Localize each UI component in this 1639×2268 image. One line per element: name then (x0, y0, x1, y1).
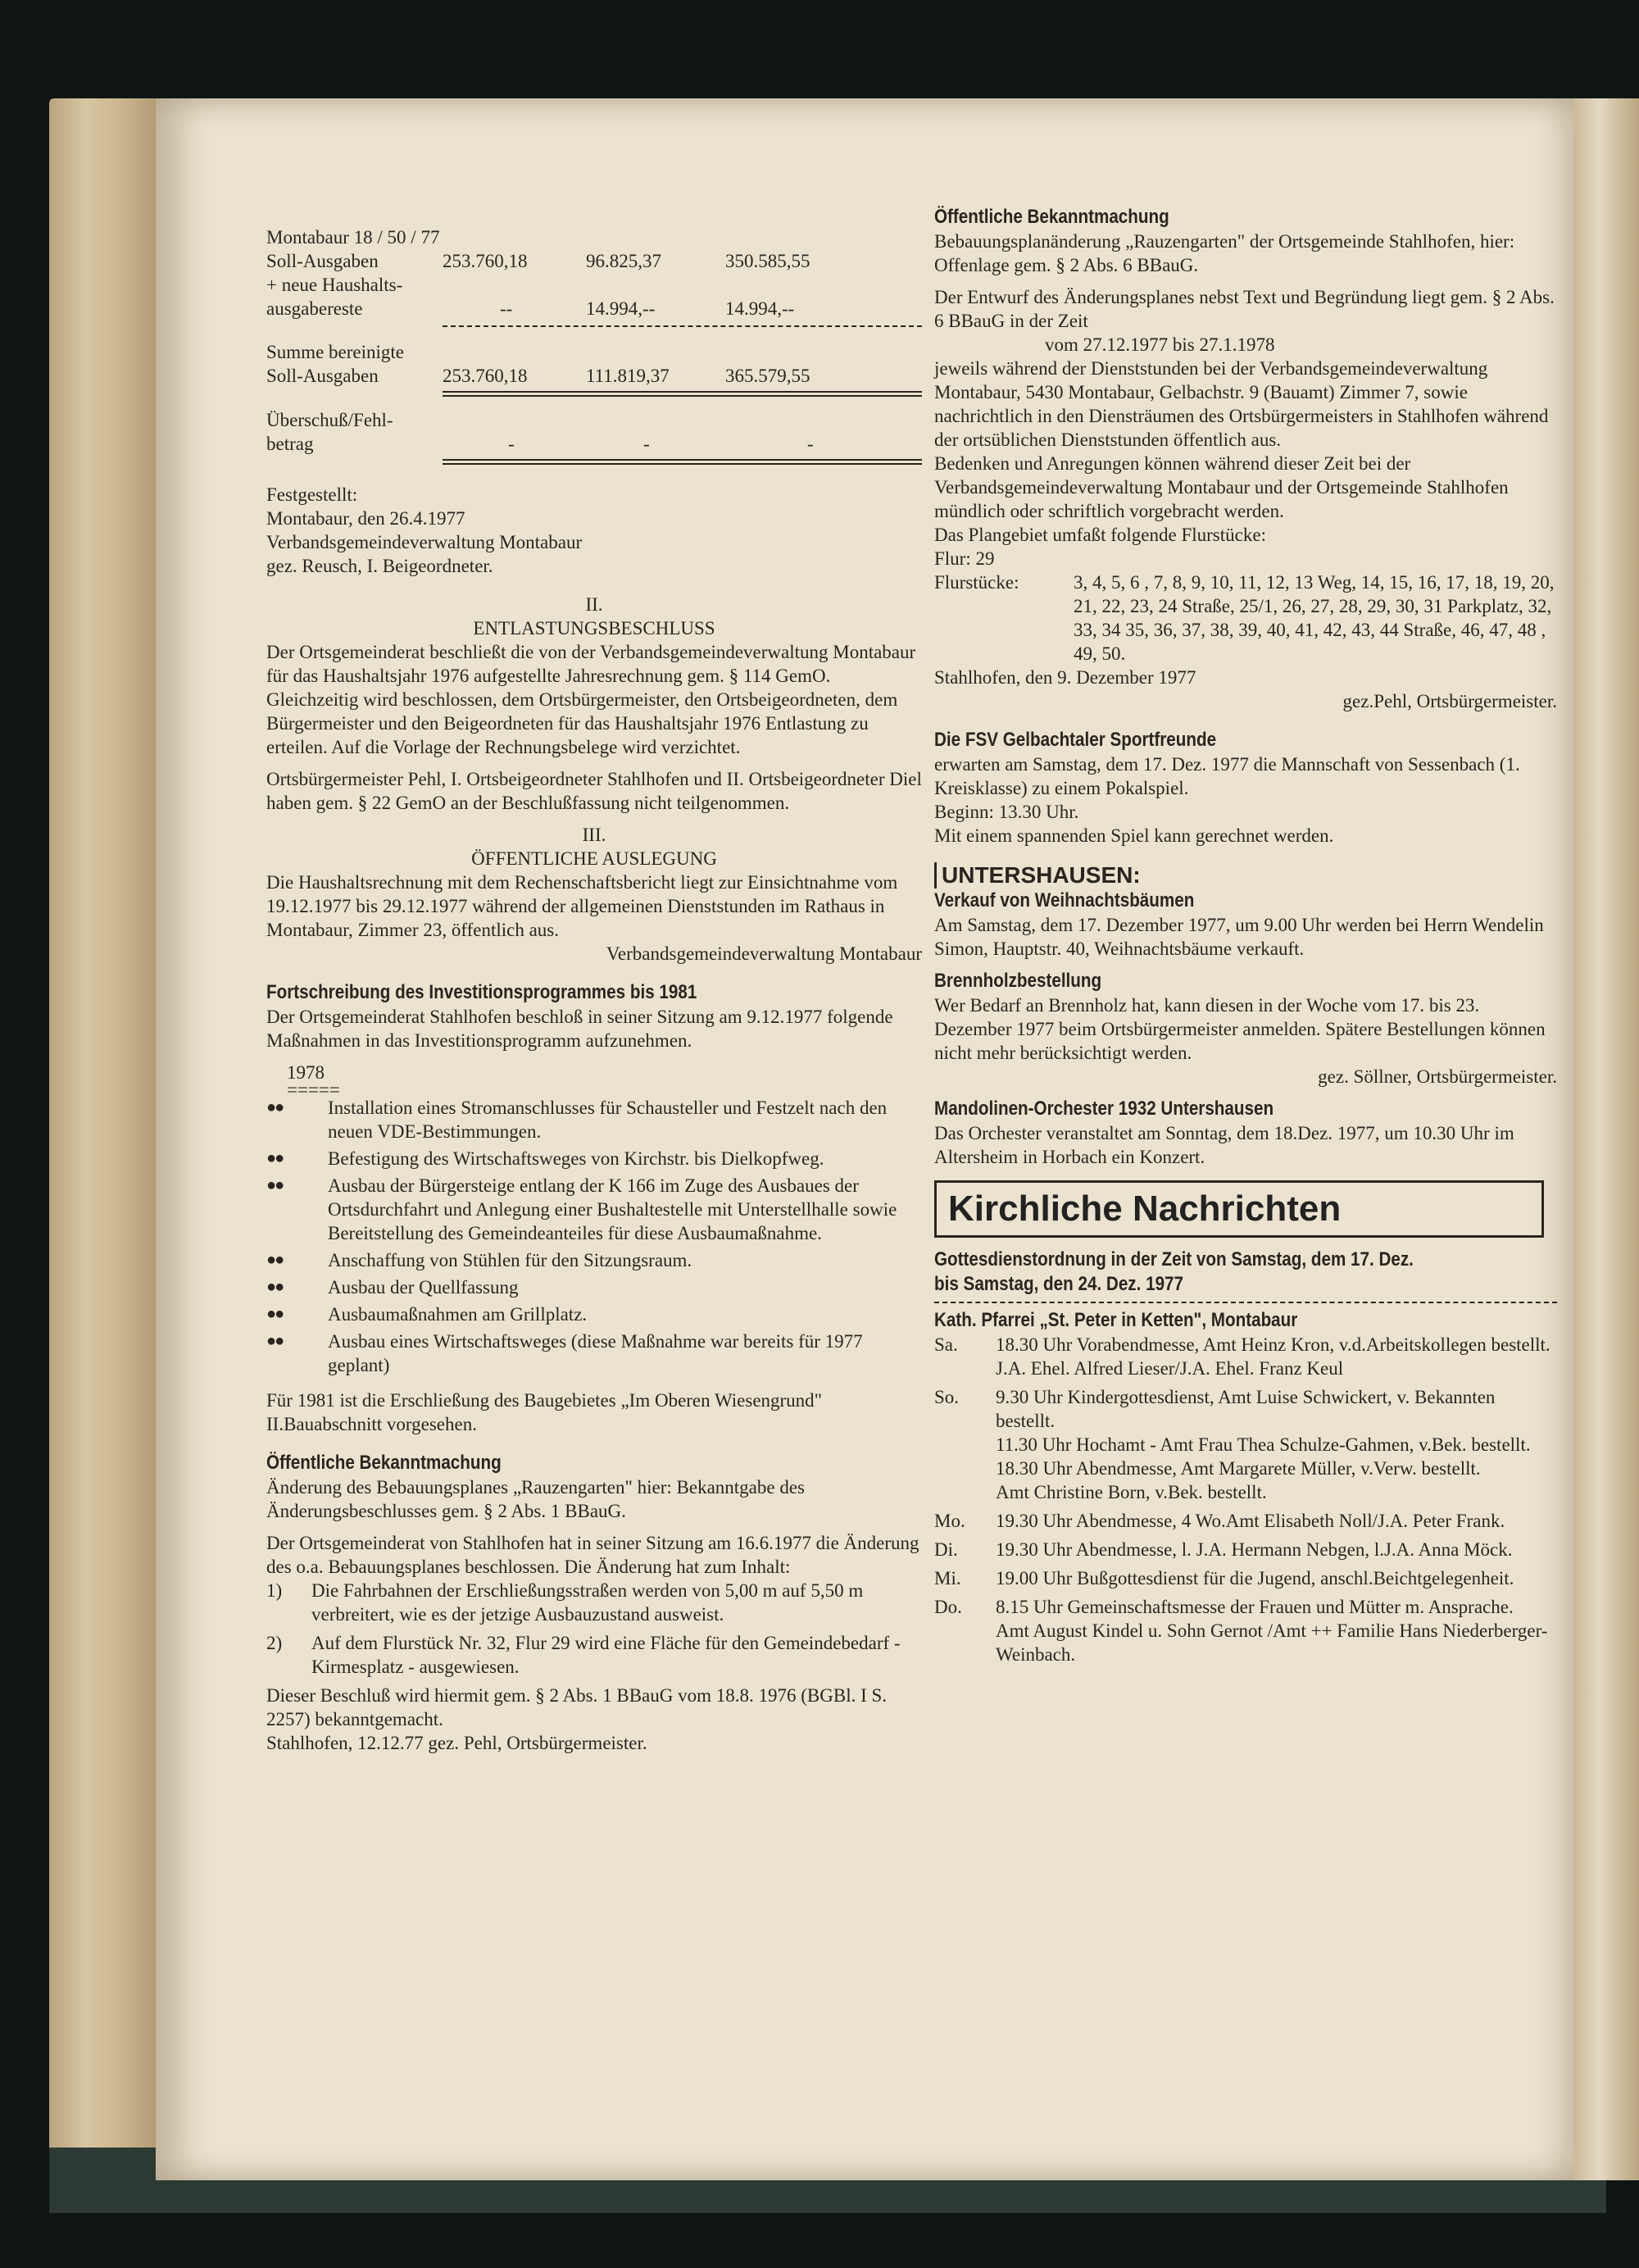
list-number: 2) (266, 1633, 283, 1653)
fsv-outro: Mit einem spannenden Spiel kann gerechnet werden. (934, 825, 1334, 846)
wood-body: Wer Bedarf an Brennholz hat, kann diesen in der Woche vom 17. bis 23. Dezember 1977 beim Ortsbürgermeister anmelden. Spätere Bestellungen können nicht mehr berücksichtigt werden. (934, 995, 1546, 1063)
list-item-text: Ausbaumaßnahmen am Grillplatz. (328, 1304, 588, 1325)
service-day-label: Mi. (934, 1568, 961, 1589)
section-title: ÖFFENTLICHE AUSLEGUNG (471, 848, 717, 869)
list-item (266, 1579, 922, 1626)
fsv-title: Die FSV Gelbachtaler Sportfreunde (934, 729, 1217, 751)
service-line: 8.15 Uhr Gemeinschaftsmesse der Frauen und Mütter m. Ansprache. (996, 1597, 1514, 1617)
service-day (934, 1333, 1557, 1380)
service-line: 18.30 Uhr Vorabendmesse, Amt Heinz Kron, v.d.Arbeitskollegen bestellt. (996, 1334, 1550, 1355)
flur: Flur: 29 (934, 548, 995, 569)
list-item-text: Ausbau der Bürgersteige entlang der K 166 im Zuge des Ausbaues der Ortsdurchfahrt und Anlegung einer Bushaltestelle mit Unterstellhalle sowie Bereitstellung des Gemeindeanteiles für diese Ausbaumaßnahme. (328, 1175, 897, 1243)
finance-ueber-row: betrag - - - (266, 434, 814, 454)
festgestellt: Festgestellt: (266, 484, 358, 505)
section-title: ENTLASTUNGSBESCHLUSS (473, 618, 715, 639)
wood-sign: gez. Söllner, Ortsbürgermeister. (1318, 1066, 1557, 1087)
notice-subtitle: Bebauungsplanänderung „Rauzengarten" der Ortsgemeinde Stahlhofen, hier: Offenlage gem. § 2 Abs. 6 BBauG. (934, 231, 1515, 275)
service-line: Amt August Kindel u. Sohn Gernot /Amt ++ Familie Hans Niederberger-Weinbach. (996, 1620, 1548, 1665)
notice-sign: Stahlhofen, 12.12.77 gez. Pehl, Ortsbürgermeister. (266, 1733, 647, 1753)
service-lines (996, 1385, 1557, 1504)
list-item-text: Auf dem Flurstück Nr. 32, Flur 29 wird eine Fläche für den Gemeindebedarf - Kirmesplatz - ausgewiesen. (311, 1633, 901, 1677)
service-day-label: Di. (934, 1539, 958, 1560)
service-line: J.A. Ehel. Alfred Lieser/J.A. Ehel. Franz Keul (996, 1358, 1344, 1379)
ueber-label: Überschuß/Fehl- (266, 410, 393, 430)
notice-p1: Der Entwurf des Änderungsplanes nebst Text und Begründung liegt gem. § 2 Abs. 6 BBauG in der Zeit (934, 287, 1555, 331)
tree-body: Am Samstag, dem 17. Dezember 1977, um 9.00 Uhr werden bei Herrn Wendelin Simon, Hauptstr. 40, Weihnachtsbäume verkauft. (934, 915, 1544, 959)
list-item (266, 1174, 922, 1245)
notice-title: Öffentliche Bekanntmachung (934, 206, 1169, 228)
notice-outro: Dieser Beschluß wird hiermit gem. § 2 Abs. 1 BBauG vom 18.8. 1976 (BGBl. I S. 2257) bekanntgemacht. (266, 1685, 888, 1729)
sum-label: Summe bereinigte (266, 342, 404, 362)
mando-body: Das Orchester veranstaltet am Sonntag, dem 18.Dez. 1977, um 10.30 Uhr im Altersheim in Horbach ein Konzert. (934, 1123, 1514, 1167)
service-line: 18.30 Uhr Abendmesse, Amt Margarete Müller, v.Verw. bestellt. (996, 1458, 1481, 1479)
rule (934, 1302, 1557, 1303)
service-lines (996, 1509, 1557, 1533)
list-item-text: Die Fahrbahnen der Erschließungsstraßen werden von 5,00 m auf 5,50 m verbreitert, wie es der jetzige Ausbauzustand ausweist. (311, 1580, 864, 1625)
list-item-text: Befestigung des Wirtschaftsweges von Kirchstr. bis Dielkopfweg. (328, 1148, 824, 1169)
invest-list (266, 1096, 922, 1377)
tree-title: Verkauf von Weihnachtsbäumen (934, 889, 1195, 911)
service-lines (996, 1538, 1557, 1561)
finance-row: Soll-Ausgaben 253.760,18 96.825,37 350.585,55 (266, 251, 810, 271)
days-list (934, 1333, 1557, 1666)
section-body: Der Ortsgemeinderat beschließt die von der Verbandsgemeindeverwaltung Montabaur für das Haushaltsjahr 1976 aufgestellte Jahresrechnung gem. § 114 GemO. Gleichzeitig wird beschlossen, dem Ortsbürgermeister, den Ortsbeigeordneten, dem Bürgermeister und den Beigeordneten für das Haushaltsjahr 1976 Entlastung zu erteilen. Auf die Vorlage der Rechnungsbelege wird verzichtet. (266, 642, 916, 757)
invest-intro: Der Ortsgemeinderat Stahlhofen beschloß in seiner Sitzung am 9.12.1977 folgende Maßnahmen in das Investitionsprogramm aufzunehmen. (266, 1007, 893, 1051)
section-number: II. (585, 594, 603, 615)
org: Verbandsgemeindeverwaltung Montabaur (266, 532, 583, 552)
fsv-body: erwarten am Samstag, dem 17. Dez. 1977 die Mannschaft von Sessenbach (1. Kreisklasse) zu einem Pokalspiel. (934, 754, 1520, 798)
section-body: Ortsbürgermeister Pehl, I. Ortsbeigeordneter Stahlhofen und II. Ortsbeigeordneter Diel haben gem. § 22 GemO an der Beschlußfassung nicht teilgenommen. (266, 769, 922, 813)
bullet: ●● (266, 1176, 284, 1194)
bullet: ●● (266, 1332, 284, 1350)
service-day (934, 1595, 1557, 1666)
list-item-text: Ausbau der Quellfassung (328, 1277, 519, 1298)
list-item (266, 1302, 922, 1326)
section-sign: Verbandsgemeindeverwaltung Montabaur (606, 943, 922, 964)
bullet: ●● (266, 1278, 284, 1296)
list-item (266, 1147, 922, 1170)
service-line: 9.30 Uhr Kindergottesdienst, Amt Luise Schwickert, v. Bekannten bestellt. (996, 1387, 1496, 1431)
list-number: 1) (266, 1580, 283, 1601)
notice-p1b: vom 27.12.1977 bis 27.1.1978 (1045, 334, 1275, 355)
service-day-label: So. (934, 1387, 960, 1407)
list-item (266, 1248, 922, 1272)
order-title: Gottesdienstordnung in der Zeit von Samstag, dem 17. Dez. (934, 1248, 1414, 1270)
invest-year: 1978 (287, 1062, 325, 1083)
notice-intro: Der Ortsgemeinderat von Stahlhofen hat in seiner Sitzung am 16.6.1977 die Änderung des o.a. Bebauungsplanes beschlossen. Die Änderung hat zum Inhalt: (266, 1533, 919, 1577)
church-banner: Kirchliche Nachrichten (934, 1180, 1544, 1238)
service-day (934, 1538, 1557, 1561)
wood-title: Brennholzbestellung (934, 970, 1102, 992)
notice-subtitle: Änderung des Bebauungsplanes „Rauzengarten" hier: Bekanntgabe des Änderungsbeschlusses gem. § 2 Abs. 1 BBauG. (266, 1477, 806, 1521)
mando-title: Mandolinen-Orchester 1932 Untershausen (934, 1098, 1274, 1120)
fsv-begin: Beginn: 13.30 Uhr. (934, 802, 1079, 822)
notice-p4: Das Plangebiet umfaßt folgende Flurstücke: (934, 525, 1266, 545)
signed: gez. Reusch, I. Beigeordneter. (266, 556, 493, 576)
left-column (266, 225, 922, 1755)
list-item-text: Installation eines Stromanschlusses für Schausteller und Festzelt nach den neuen VDE-Bestimmungen. (328, 1098, 888, 1142)
bullet: ●● (266, 1098, 284, 1116)
invest-year-underline: ===== (287, 1079, 340, 1100)
list-item-text: Ausbau eines Wirtschaftsweges (diese Maßnahme war bereits für 1977 geplant) (328, 1331, 863, 1375)
right-column (934, 205, 1557, 1671)
finance-ref: Montabaur 18 / 50 / 77 (266, 227, 440, 248)
service-day-label: Sa. (934, 1334, 958, 1355)
bullet: ●● (266, 1251, 284, 1269)
notice-list (266, 1579, 922, 1679)
service-lines (996, 1333, 1557, 1380)
section-number: III. (582, 825, 606, 845)
untershausen-heading: UNTERSHAUSEN: (934, 862, 1557, 889)
date-line: Montabaur, den 26.4.1977 (266, 508, 465, 529)
service-day (934, 1385, 1557, 1504)
finance-row: + neue Haushalts- (266, 275, 403, 295)
service-day (934, 1509, 1557, 1533)
service-lines (996, 1566, 1557, 1590)
notice-p3: Bedenken und Anregungen können während dieser Zeit bei der Verbandsgemeindeverwaltung Montabaur und der Ortsgemeinde Stahlhofen mündlich oder schriftlich vorgebracht werden. (934, 453, 1509, 521)
parish-title: Kath. Pfarrei „St. Peter in Ketten", Montabaur (934, 1309, 1298, 1331)
list-item-text: Anschaffung von Stühlen für den Sitzungsraum. (328, 1250, 692, 1270)
service-line: 19.30 Uhr Abendmesse, l. J.A. Hermann Nebgen, l.J.A. Anna Möck. (996, 1539, 1513, 1560)
double-rule (443, 459, 922, 465)
order-title: bis Samstag, den 24. Dez. 1977 (934, 1273, 1184, 1295)
invest-outro: Für 1981 ist die Erschließung des Baugebietes „Im Oberen Wiesengrund" II.Bauabschnitt vorgesehen. (266, 1390, 823, 1434)
service-line: Amt Christine Born, v.Bek. bestellt. (996, 1482, 1267, 1502)
service-day-label: Mo. (934, 1511, 965, 1531)
service-day-label: Do. (934, 1597, 962, 1617)
invest-title: Fortschreibung des Investitionsprogrammes bis 1981 (266, 981, 697, 1003)
list-item (266, 1275, 922, 1299)
service-line: 19.30 Uhr Abendmesse, 4 Wo.Amt Elisabeth Noll/J.A. Peter Frank. (996, 1511, 1505, 1531)
service-lines (996, 1595, 1557, 1666)
finance-row: ausgabereste -- 14.994,-- 14.994,-- (266, 298, 795, 319)
next-page-edge (1573, 98, 1639, 2180)
double-rule (443, 391, 922, 397)
notice-sign: gez.Pehl, Ortsbürgermeister. (1342, 691, 1557, 711)
rule (443, 325, 922, 327)
bullet: ●● (266, 1305, 284, 1323)
service-line: 19.00 Uhr Bußgottesdienst für die Jugend, anschl.Beichtgelegenheit. (996, 1568, 1514, 1589)
bullet: ●● (266, 1149, 284, 1167)
section-body: Die Haushaltsrechnung mit dem Rechenschaftsbericht liegt zur Einsichtnahme vom 19.12.1977 bis 29.12.1977 während der allgemeinen Dienststunden im Rathaus in Montabaur, Zimmer 23, öffentlich aus. (266, 872, 898, 940)
notice-p2: jeweils während der Dienststunden bei der Verbandsgemeindeverwaltung Montabaur, 5430 Montabaur, Gelbachstr. 9 (Bauamt) Zimmer 7, sowie nachrichtlich in den Diensträumen des Ortsbürgermeisters in Stahlhofen während der ortsüblichen Dienststunden öffentlich aus. (934, 358, 1549, 450)
book-spine (49, 98, 172, 2197)
list-item (266, 1096, 922, 1143)
flurstuecke: Flurstücke: 3, 4, 5, 6 , 7, 8, 9, 10, 11, 12, 13 Weg, 14, 15, 16, 17, 18, 19, 20, 21, 22, 23, 24 Straße, 25/1, 26, 27, 28, 29, 30, 31 Parkplatz, 32, 33, 34 35, 36, 37, 38, 39, 40, 41, 42, 43, 44 Straße, 46, 47, 48 , 49, 50. (934, 572, 1555, 664)
service-day (934, 1566, 1557, 1590)
service-line: 11.30 Uhr Hochamt - Amt Frau Thea Schulze-Gahmen, v.Bek. bestellt. (996, 1434, 1531, 1455)
finance-sum-row: Soll-Ausgaben 253.760,18 111.819,37 365.579,55 (266, 366, 810, 386)
notice-date: Stahlhofen, den 9. Dezember 1977 (934, 667, 1196, 688)
notice-title: Öffentliche Bekanntmachung (266, 1452, 502, 1474)
list-item (266, 1329, 922, 1377)
list-item (266, 1631, 922, 1679)
